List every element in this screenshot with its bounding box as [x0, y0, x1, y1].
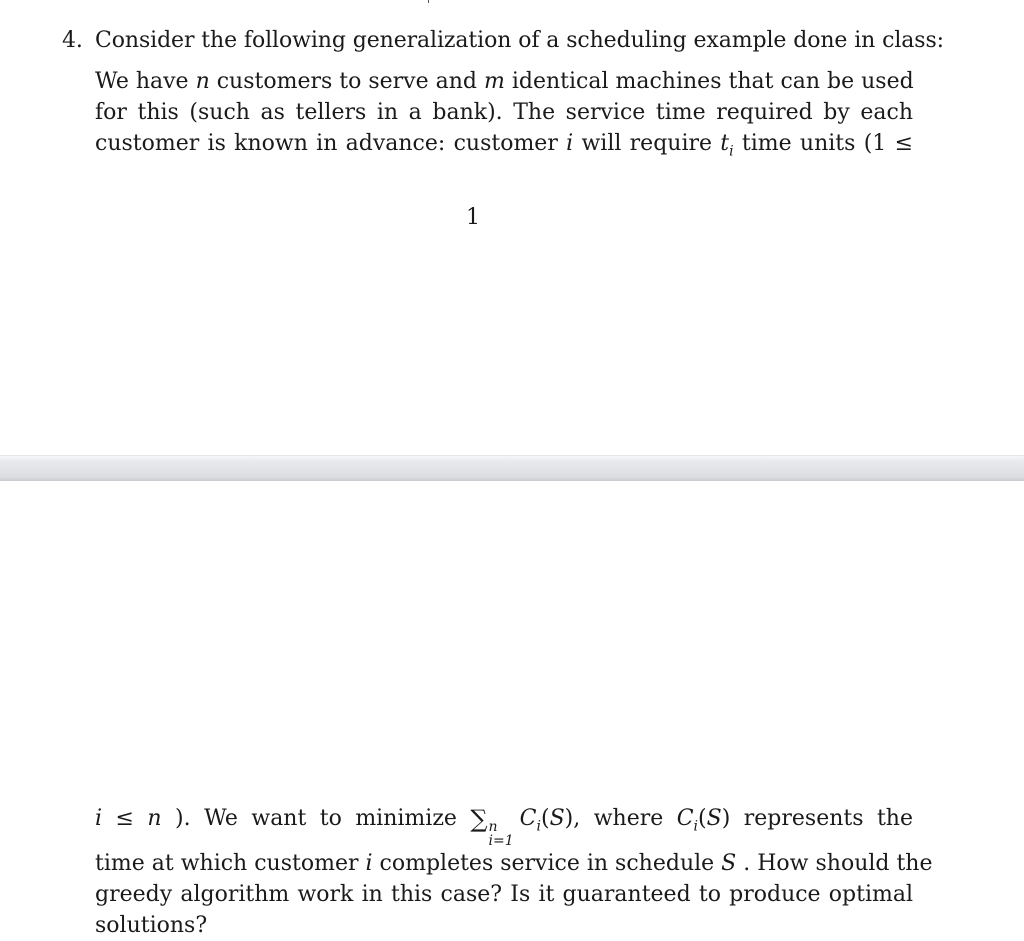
- math-S: S: [721, 851, 737, 876]
- math-i: i: [95, 806, 103, 831]
- page-number: 1: [466, 205, 480, 230]
- summation-upper-limit: n: [488, 819, 498, 835]
- text-segment: (: [698, 806, 707, 831]
- text-segment: greedy algorithm work in this case? Is it guaranteed to produce optimal: [95, 882, 913, 907]
- paragraph-line-1: [95, 66, 913, 97]
- math-n: n: [195, 69, 210, 94]
- text-segment: We have: [95, 69, 196, 94]
- math-C: C: [519, 806, 537, 831]
- text-segment: customer is known in advance: customer: [95, 131, 567, 156]
- paragraph-line-5: [95, 848, 933, 879]
- text-segment: (: [540, 806, 550, 831]
- text-segment: customers to serve and: [209, 69, 484, 94]
- text-segment: ). We want to minimize: [161, 806, 471, 831]
- problem-paragraph-top: [95, 66, 913, 167]
- paragraph-line-2: [95, 97, 913, 128]
- math-i: i: [365, 851, 373, 876]
- text-segment: for this (such as tellers in a bank). The service time required by each: [95, 100, 913, 125]
- text-segment: completes service in schedule: [372, 851, 722, 876]
- summation-lower-limit: i=1: [488, 833, 514, 849]
- math-subscript-i: i: [729, 143, 734, 160]
- math-m: m: [483, 69, 505, 94]
- math-subscript-i: i: [693, 818, 699, 835]
- math-S: S: [706, 806, 722, 831]
- math-S: S: [549, 806, 565, 831]
- paragraph-line-7: [95, 910, 913, 941]
- text-segment: ) represents the: [721, 806, 913, 831]
- math-t: t: [720, 131, 730, 156]
- paragraph-line-4: [95, 803, 913, 848]
- summation-limits: [489, 820, 514, 848]
- summation-symbol: ∑: [470, 805, 488, 833]
- math-leq: ≤: [102, 806, 148, 831]
- text-segment: . How should the: [736, 851, 933, 876]
- text-segment: identical machines that can be used: [504, 69, 914, 94]
- math-subscript-i: i: [536, 818, 541, 835]
- problem-heading: [62, 27, 944, 55]
- paragraph-line-6: [95, 879, 913, 910]
- page-edge-mark: [428, 0, 429, 3]
- paragraph-line-3: [95, 128, 913, 167]
- text-segment: time at which customer: [95, 851, 366, 876]
- page-divider: [0, 455, 1024, 481]
- problem-heading-text: Consider the following generalization of a scheduling example done in class:: [95, 28, 944, 53]
- page-top: [0, 0, 1024, 455]
- problem-paragraph-bottom: [95, 803, 933, 941]
- math-i: i: [566, 131, 574, 156]
- text-segment: time units (1 ≤: [733, 131, 913, 156]
- text-segment: will require: [573, 131, 721, 156]
- text-segment: solutions?: [95, 913, 208, 938]
- math-n: n: [147, 806, 162, 831]
- text-segment: ), where: [564, 806, 677, 831]
- problem-number: 4.: [62, 28, 83, 53]
- math-C: C: [676, 806, 694, 831]
